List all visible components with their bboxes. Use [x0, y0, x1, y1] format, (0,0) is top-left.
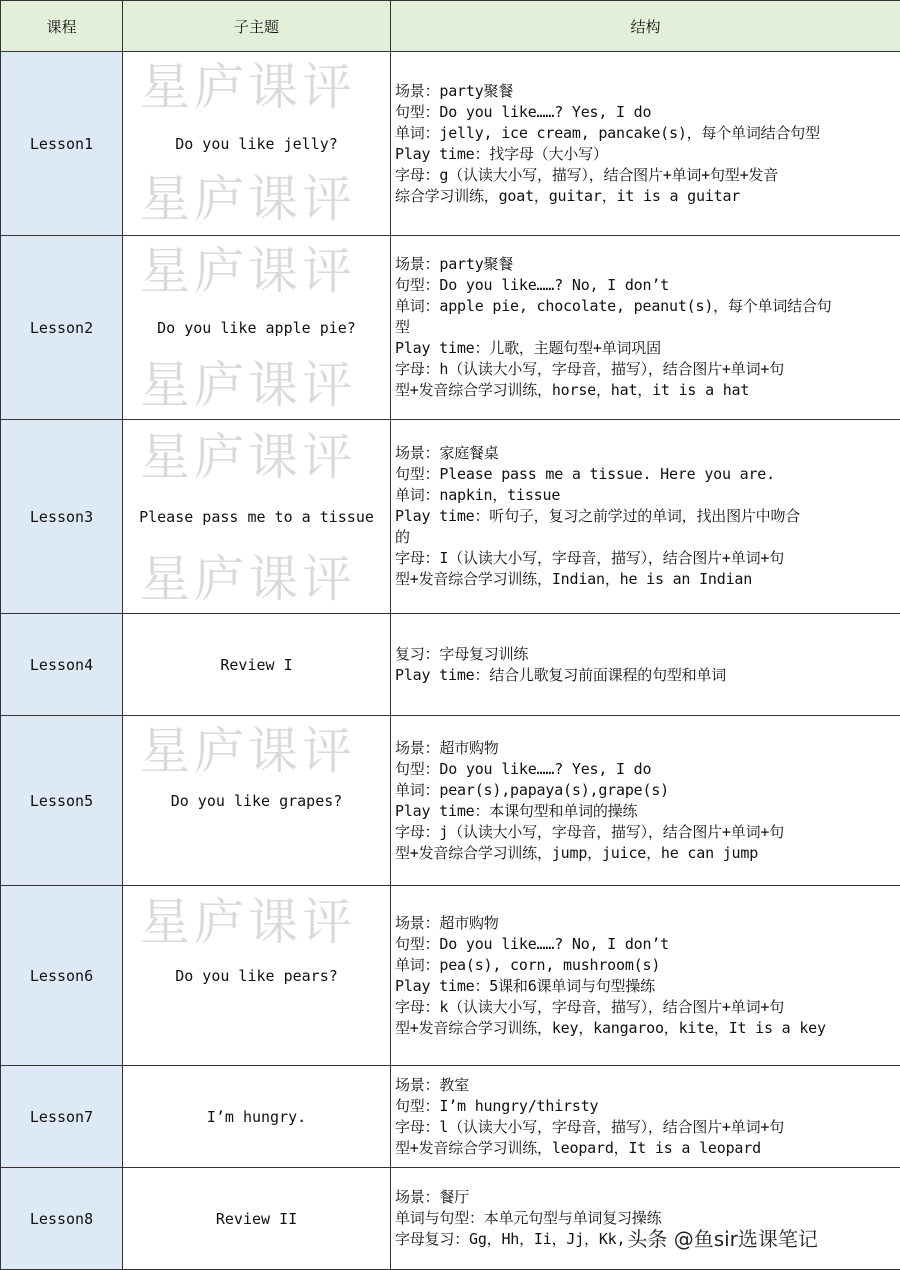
course-cell: Lesson6	[1, 886, 123, 1066]
course-cell: Lesson3	[1, 420, 123, 614]
watermark: 星庐课评	[140, 356, 356, 414]
subtopic-cell: Please pass me to a tissue	[123, 420, 391, 614]
table-row	[1, 886, 900, 1066]
subtopic-cell: Do you like grapes?	[123, 716, 391, 886]
course-cell: Lesson7	[1, 1066, 123, 1168]
watermark: 星庐课评	[140, 242, 356, 300]
structure-line: 场景：餐厅	[395, 1188, 470, 1206]
header-row	[1, 1, 900, 52]
course-cell: Lesson1	[1, 52, 123, 236]
structure-cell	[391, 886, 900, 1066]
structure-line: 单词：pea(s), corn, mushroom(s)	[395, 955, 661, 974]
source-credit: 头条 @鱼sir选课笔记	[627, 1227, 818, 1251]
course-cell: Lesson2	[1, 236, 123, 420]
structure-line: 场景：超市购物	[395, 738, 499, 757]
structure-line: 字母：j（认读大小写，字母音，描写），结合图片+单词+句	[395, 822, 784, 841]
structure-line: 句型：I’m hungry/thirsty	[395, 1096, 599, 1115]
structure-line: 型+发音综合学习训练，horse，hat，it is a hat	[395, 381, 750, 399]
structure-line: 句型：Do you like……? No, I don’t	[395, 276, 670, 294]
table-row	[1, 1168, 900, 1270]
header-structure: 结构	[391, 1, 900, 52]
structure-line: 场景：家庭餐桌	[395, 444, 499, 462]
watermark: 星庐课评	[140, 550, 356, 608]
structure-line: 场景：party聚餐	[395, 255, 514, 273]
course-cell: Lesson4	[1, 614, 123, 716]
course-cell: Lesson5	[1, 716, 123, 886]
structure-line: 型	[395, 318, 410, 336]
table-row	[1, 1066, 900, 1168]
watermark: 星庐课评	[140, 428, 356, 486]
structure-line: 句型：Do you like……? Yes, I do	[395, 102, 652, 121]
structure-cell	[391, 614, 900, 716]
structure-line: Play time：5课和6课单词与句型操练	[395, 976, 655, 995]
structure-line: 单词：jelly, ice cream, pancake(s)，每个单词结合句型	[395, 123, 820, 142]
structure-line: 单词：pear(s),papaya(s),grape(s)	[395, 780, 670, 799]
structure-line: 场景：教室	[395, 1075, 470, 1094]
structure-line: 句型：Do you like……? Yes, I do	[395, 759, 652, 778]
structure-line: 复习：字母复习训练	[395, 644, 529, 663]
structure-line: Play time：结合儿歌复习前面课程的句型和单词	[395, 665, 727, 684]
table-row	[1, 52, 900, 236]
header-subtopic: 子主题	[123, 1, 391, 52]
watermark: 星庐课评	[140, 58, 356, 116]
structure-line: 单词：apple pie, chocolate, peanut(s)，每个单词结合句	[395, 297, 832, 315]
structure-line: 句型：Please pass me a tissue. Here you are.	[395, 465, 775, 483]
structure-line: 字母复习：Gg，Hh，Ii，Jj，Kk,	[395, 1230, 626, 1248]
watermark: 星庐课评	[140, 722, 356, 780]
structure-line: Play time：找字母（大小写）	[395, 144, 608, 163]
structure-line: 字母：I（认读大小写，字母音，描写），结合图片+单词+句	[395, 549, 784, 567]
subtopic-cell: I’m hungry.	[123, 1066, 391, 1168]
table-row	[1, 716, 900, 886]
table-row	[1, 614, 900, 716]
structure-cell	[391, 1066, 900, 1168]
structure-line: 单词：napkin，tissue	[395, 486, 561, 504]
structure-line: Play time：听句子，复习之前学过的单词，找出图片中吻合	[395, 507, 801, 525]
subtopic-cell: Do you like apple pie?	[123, 236, 391, 420]
structure-cell	[391, 52, 900, 236]
structure-line: 型+发音综合学习训练，jump，juice，he can jump	[395, 843, 759, 862]
structure-line: 字母：g（认读大小写，描写），结合图片+单词+句型+发音	[395, 165, 779, 184]
structure-line: 型+发音综合学习训练，leopard，It is a leopard	[395, 1138, 761, 1157]
structure-line: 字母：h（认读大小写，字母音，描写），结合图片+单词+句	[395, 360, 784, 378]
watermark: 星庐课评	[140, 170, 356, 228]
structure-line: 综合学习训练，goat，guitar，it is a guitar	[395, 186, 741, 205]
structure-line: 型+发音综合学习训练，key，kangaroo，kite，It is a key	[395, 1018, 826, 1037]
structure-line: 场景：party聚餐	[395, 81, 514, 100]
table-row	[1, 420, 900, 614]
structure-cell	[391, 236, 900, 420]
structure-line: Play time：儿歌，主题句型+单词巩固	[395, 339, 661, 357]
structure-cell	[391, 420, 900, 614]
subtopic-cell: Review I	[123, 614, 391, 716]
structure-line: 句型：Do you like……? No, I don’t	[395, 934, 670, 953]
course-cell: Lesson8	[1, 1168, 123, 1270]
subtopic-cell: Review II	[123, 1168, 391, 1270]
structure-line: 字母：k（认读大小写，字母音，描写），结合图片+单词+句	[395, 997, 784, 1016]
structure-cell	[391, 716, 900, 886]
structure-line: Play time：本课句型和单词的操练	[395, 801, 638, 820]
structure-line: 的	[395, 528, 410, 546]
structure-line: 字母：l（认读大小写，字母音，描写），结合图片+单词+句	[395, 1117, 784, 1136]
subtopic-cell: Do you like jelly?	[123, 52, 391, 236]
structure-line: 单词与句型：本单元句型与单词复习操练	[395, 1209, 662, 1227]
watermark: 星庐课评	[140, 893, 356, 951]
structure-line: 型+发音综合学习训练，Indian，he is an Indian	[395, 570, 753, 588]
table-row	[1, 236, 900, 420]
structure-line: 场景：超市购物	[395, 913, 499, 932]
subtopic-cell: Do you like pears?	[123, 886, 391, 1066]
header-course: 课程	[1, 1, 123, 52]
structure-cell	[391, 1168, 900, 1270]
